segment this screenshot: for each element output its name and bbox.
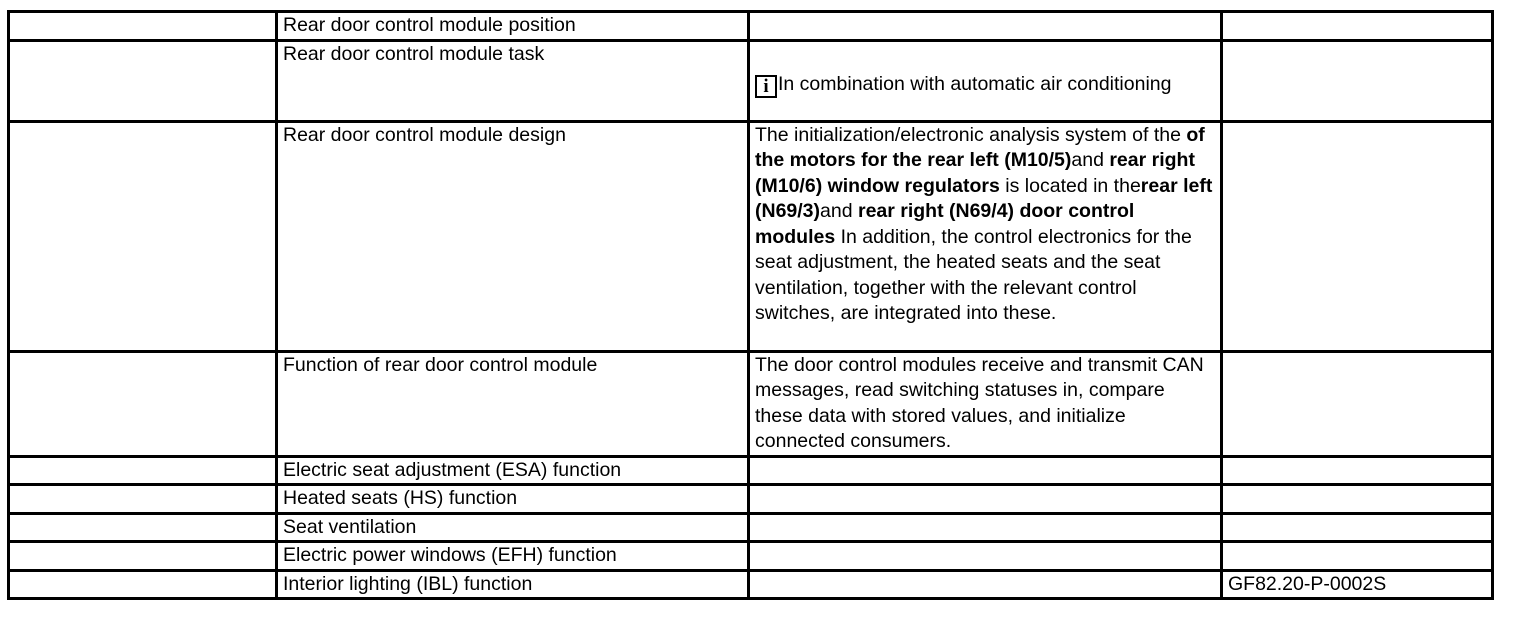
desc-bold: rear right (M10/6) window regulators <box>755 149 1195 197</box>
empty-cell <box>9 542 277 571</box>
description-cell <box>749 456 1222 485</box>
desc-text: In addition, the control electronics for the seat adjustment, the heated seats and the seat ventilation, together with the relevant control switches, are integrated into these. <box>755 225 1192 324</box>
topic-cell: Electric power windows (EFH) function <box>277 542 749 571</box>
info-icon: i <box>755 75 777 98</box>
table-row <box>9 456 1493 485</box>
desc-bold: rear right (N69/4) door control modules <box>755 200 1135 248</box>
table-row <box>9 40 1493 121</box>
reference-cell: GF82.20-P-0002S <box>1222 570 1493 599</box>
empty-cell <box>9 12 277 41</box>
topic-cell: Interior lighting (IBL) function <box>277 570 749 599</box>
table-row <box>9 351 1493 456</box>
table-row <box>9 121 1493 351</box>
reference-cell <box>1222 12 1493 41</box>
reference-cell <box>1222 485 1493 514</box>
empty-cell <box>9 456 277 485</box>
desc-text: is located in the <box>999 174 1141 197</box>
empty-cell <box>9 40 277 121</box>
description-cell <box>749 485 1222 514</box>
empty-cell <box>9 351 277 456</box>
desc-bold: of the motors for the rear left (M10/5) <box>755 123 1205 171</box>
empty-cell <box>9 513 277 542</box>
table-row <box>9 12 1493 41</box>
empty-cell <box>9 570 277 599</box>
empty-cell <box>9 121 277 351</box>
topic-cell: Seat ventilation <box>277 513 749 542</box>
document-table <box>7 10 1494 600</box>
topic-cell: Function of rear door control module <box>277 351 749 456</box>
description-cell: The door control modules receive and transmit CAN messages, read switching statuses in, compare these data with stored values, and initialize connected consumers. <box>749 351 1222 456</box>
reference-cell <box>1222 542 1493 571</box>
topic-cell: Rear door control module position <box>277 12 749 41</box>
description-cell <box>749 12 1222 41</box>
topic-cell: Rear door control module task <box>277 40 749 121</box>
table-row <box>9 485 1493 514</box>
reference-cell <box>1222 456 1493 485</box>
desc-bold: rear left (N69/3) <box>755 174 1213 222</box>
table-row <box>9 542 1493 571</box>
topic-cell: Heated seats (HS) function <box>277 485 749 514</box>
description-cell <box>749 570 1222 599</box>
table-row <box>9 513 1493 542</box>
desc-text: The initialization/electronic analysis system of the <box>755 123 1187 146</box>
cell-spacer <box>755 42 1216 72</box>
reference-cell <box>1222 351 1493 456</box>
topic-cell: Rear door control module design <box>277 121 749 351</box>
topic-cell: Electric seat adjustment (ESA) function <box>277 456 749 485</box>
reference-cell <box>1222 121 1493 351</box>
empty-cell <box>9 485 277 514</box>
reference-cell <box>1222 513 1493 542</box>
desc-text: and <box>1071 149 1110 171</box>
note-text: In combination with automatic air conditioning <box>778 72 1172 95</box>
description-cell <box>749 121 1222 351</box>
description-cell <box>749 513 1222 542</box>
description-cell <box>749 542 1222 571</box>
description-cell <box>749 40 1222 121</box>
table-row <box>9 570 1493 599</box>
desc-text: and <box>820 200 858 222</box>
reference-cell <box>1222 40 1493 121</box>
